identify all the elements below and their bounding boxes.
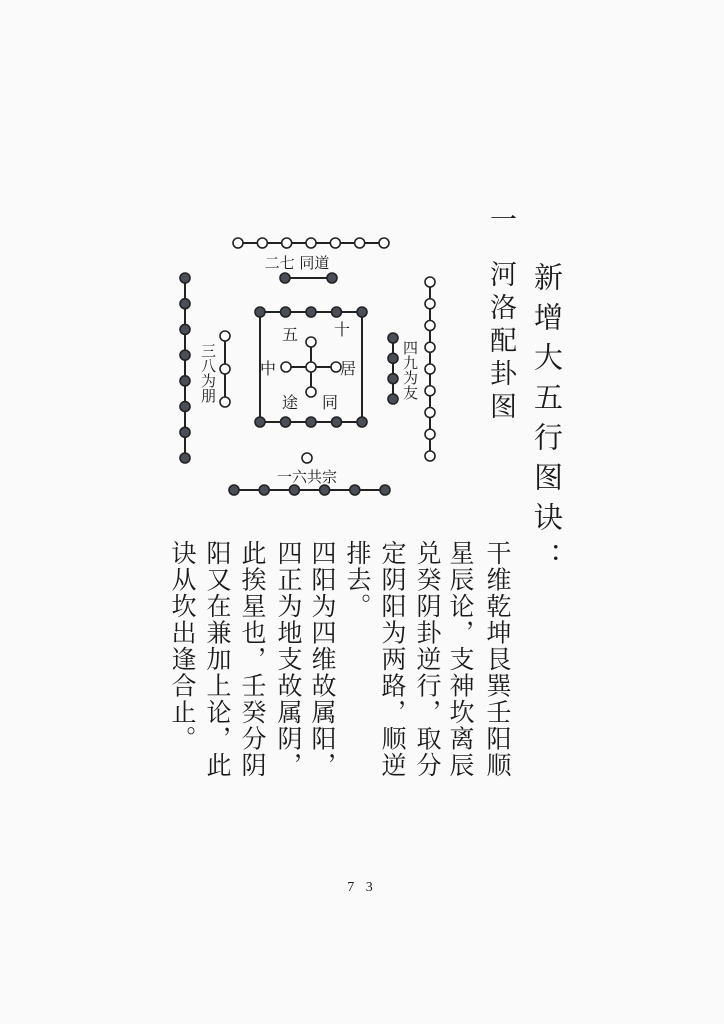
two-chain-dot [327, 273, 337, 283]
top-label: 二七 同道 [264, 254, 330, 272]
six-chain-dot [350, 485, 360, 495]
text-column: 四正为地支故属阴， [274, 540, 303, 779]
center-char-path: 途 [282, 393, 299, 412]
text-column: 星辰论，支神坎离辰 [446, 540, 475, 779]
six-chain-dot [380, 485, 390, 495]
nine-chain-dot [425, 342, 435, 352]
text-column: 四阳为四维故属阳， [308, 540, 337, 779]
five-west-dot [281, 362, 291, 372]
five-south-dot [306, 387, 316, 397]
four-chain-dot [388, 374, 398, 384]
left-label: 三八为朋 [199, 343, 217, 403]
ten-bottom-chain-dot [281, 417, 291, 427]
eight-chain-dot [180, 324, 190, 334]
diagram-dots [180, 238, 435, 495]
text-column: 此挨星也，壬癸分阴 [238, 540, 267, 779]
six-chain-dot [229, 485, 239, 495]
nine-chain-dot [425, 364, 435, 374]
nine-chain-dot [425, 386, 435, 396]
section-heading-text: 河洛配卦图 [485, 260, 516, 425]
center-char-ten: 十 [334, 320, 351, 339]
nine-chain-dot [425, 429, 435, 439]
seven-chain-dot [379, 238, 389, 248]
three-chain-dot [220, 331, 230, 341]
five-center-dot [306, 362, 316, 372]
page-number: 7 3 [347, 880, 377, 895]
center-char-five: 五 [282, 325, 299, 344]
ten-bottom-chain-dot [332, 417, 342, 427]
text-column: 定阴阳为两路，顺逆 [378, 540, 407, 779]
section-number: 一 [485, 205, 516, 238]
one-dot [302, 453, 312, 463]
seven-chain-dot [233, 238, 243, 248]
bottom-label: 一六共宗 [276, 468, 338, 486]
eight-chain-dot [180, 376, 190, 386]
eight-chain-dot [180, 273, 190, 283]
text-column: 干维乾坤艮巽壬阳顺 [483, 540, 512, 779]
ten-top-chain-dot [306, 307, 316, 317]
three-chain-dot [220, 397, 230, 407]
text-column: 排去。 [343, 540, 372, 620]
seven-chain-dot [282, 238, 292, 248]
eight-chain-dot [180, 427, 190, 437]
text-column: 兑癸阴卦逆行，取分 [413, 540, 442, 779]
ten-top-chain-dot [357, 307, 367, 317]
seven-chain-dot [330, 238, 340, 248]
ten-top-chain-dot [255, 307, 265, 317]
six-chain-dot [289, 485, 299, 495]
nine-chain-dot [425, 408, 435, 418]
two-chain-dot [280, 273, 290, 283]
right-label: 四九为友 [401, 340, 419, 400]
seven-chain-dot [355, 238, 365, 248]
nine-chain-dot [425, 451, 435, 461]
eight-chain-dot [180, 350, 190, 360]
four-chain-dot [388, 333, 398, 343]
eight-chain-dot [180, 453, 190, 463]
four-chain-dot [388, 394, 398, 404]
five-north-dot [306, 337, 316, 347]
six-chain-dot [320, 485, 330, 495]
ten-bottom-chain-dot [306, 417, 316, 427]
seven-chain-dot [257, 238, 267, 248]
center-char-middle: 中 [260, 359, 277, 378]
ten-top-chain-dot [332, 307, 342, 317]
seven-chain-dot [306, 238, 316, 248]
nine-chain-dot [425, 321, 435, 331]
ten-bottom-chain-dot [357, 417, 367, 427]
center-char-dwell: 居 [340, 359, 357, 378]
nine-chain-dot [425, 299, 435, 309]
page-title: 新增大五行图诀： [530, 262, 564, 582]
six-chain-dot [259, 485, 269, 495]
text-column: 诀从坎出逢合止。 [168, 540, 197, 752]
eight-chain-dot [180, 299, 190, 309]
eight-chain-dot [180, 402, 190, 412]
center-char-same: 同 [322, 393, 339, 412]
three-chain-dot [220, 364, 230, 374]
ten-top-chain-dot [281, 307, 291, 317]
nine-chain-dot [425, 277, 435, 287]
text-column: 阳又在兼加上论，此 [203, 540, 232, 779]
ten-bottom-chain-dot [255, 417, 265, 427]
four-chain-dot [388, 353, 398, 363]
